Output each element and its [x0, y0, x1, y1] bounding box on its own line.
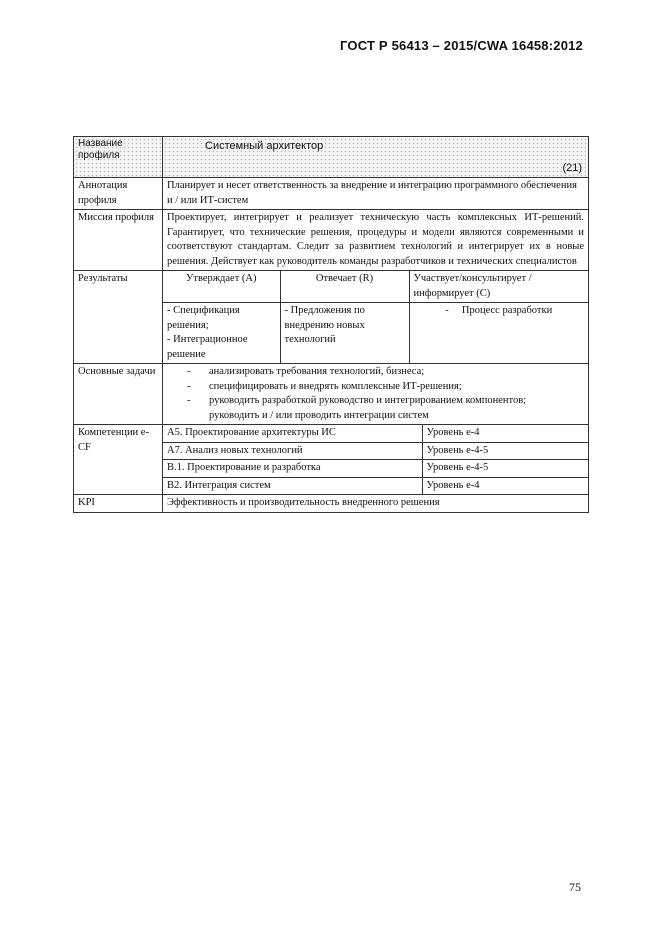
competences-cell	[163, 425, 589, 495]
page-number: 75	[569, 880, 581, 894]
mission-row	[74, 210, 589, 271]
mission-text: Проектирует, интегрирует и реализует техническую часть комплексных ИТ-решений. Гарантирует, что технические решения, процедуры и модели являются современными и соответствуют стандартам. Следит за развитием технологий и интегрирует их в новые решения. Действует как руководитель команды разработчиков и технических специалистов	[163, 210, 589, 271]
profile-title-cell	[163, 137, 589, 178]
competence-row	[163, 460, 588, 478]
profile-name-label-cell	[74, 137, 163, 178]
tasks-cell	[163, 364, 589, 425]
competences-label: Компетенции e-CF	[74, 425, 163, 495]
competence-name: А7. Анализ новых технологий	[163, 442, 422, 460]
annotation-label: Аннотация профиля	[74, 178, 163, 210]
results-consults-value: - Процесс разработки	[409, 303, 588, 364]
task-item: - руководить разработкой руководство и интегрированием компонентов;	[187, 394, 584, 409]
competence-row	[163, 477, 588, 494]
kpi-row	[74, 495, 589, 513]
competence-name: В.1. Проектирование и разработка	[163, 460, 422, 478]
results-header-row	[163, 271, 588, 303]
task-item: - анализировать требования технологий, бизнеса;	[187, 365, 584, 380]
results-row	[74, 271, 589, 364]
results-table	[163, 271, 588, 363]
document-header: ГОСТ Р 56413 – 2015/CWA 16458:2012	[339, 38, 583, 53]
results-label: Результаты	[74, 271, 163, 364]
mission-label: Миссия профиля	[74, 210, 163, 271]
profile-title: Системный архитектор	[205, 140, 324, 152]
competence-level: Уровень е-4	[422, 425, 588, 442]
competences-row	[74, 425, 589, 495]
profile-name-label: Название профиля	[78, 138, 123, 161]
task-item-last: руководить и / или проводить интеграции систем	[209, 409, 429, 421]
competence-level: Уровень е-4	[422, 477, 588, 494]
competence-row	[163, 425, 588, 442]
results-header-consults: Участвует/консультирует /информирует (С)	[409, 271, 588, 303]
profile-number: (21)	[562, 161, 582, 174]
annotation-row	[74, 178, 589, 210]
tasks-row	[74, 364, 589, 425]
annotation-text: Планирует и несет ответственность за внедрение и интеграцию программного обеспечения и / или ИТ-систем	[163, 178, 589, 210]
competences-table	[163, 425, 588, 494]
results-responsible-value: - Предложения по внедрению новых технологий	[280, 303, 409, 364]
results-values-row	[163, 303, 588, 364]
results-header-responsible: Отвечает (R)	[280, 271, 409, 303]
tasks-label: Основные задачи	[74, 364, 163, 425]
competence-level: Уровень е-4-5	[422, 442, 588, 460]
profile-title-row	[74, 137, 589, 178]
kpi-label: KPI	[74, 495, 163, 513]
competence-row	[163, 442, 588, 460]
competence-name: В2. Интеграция систем	[163, 477, 422, 494]
results-header-approves: Утверждает (А)	[163, 271, 280, 303]
competence-name: А5. Проектирование архитектуры ИС	[163, 425, 422, 442]
results-cell	[163, 271, 589, 364]
tasks-list	[167, 365, 584, 409]
results-approves-value: - Спецификация решения; - Интеграционное решение	[163, 303, 280, 364]
kpi-text: Эффективность и производительность внедренного решения	[163, 495, 589, 513]
task-item: - специфицировать и внедрять комплексные ИТ-решения;	[187, 380, 584, 395]
profile-table	[73, 136, 589, 513]
competence-level: Уровень е-4-5	[422, 460, 588, 478]
